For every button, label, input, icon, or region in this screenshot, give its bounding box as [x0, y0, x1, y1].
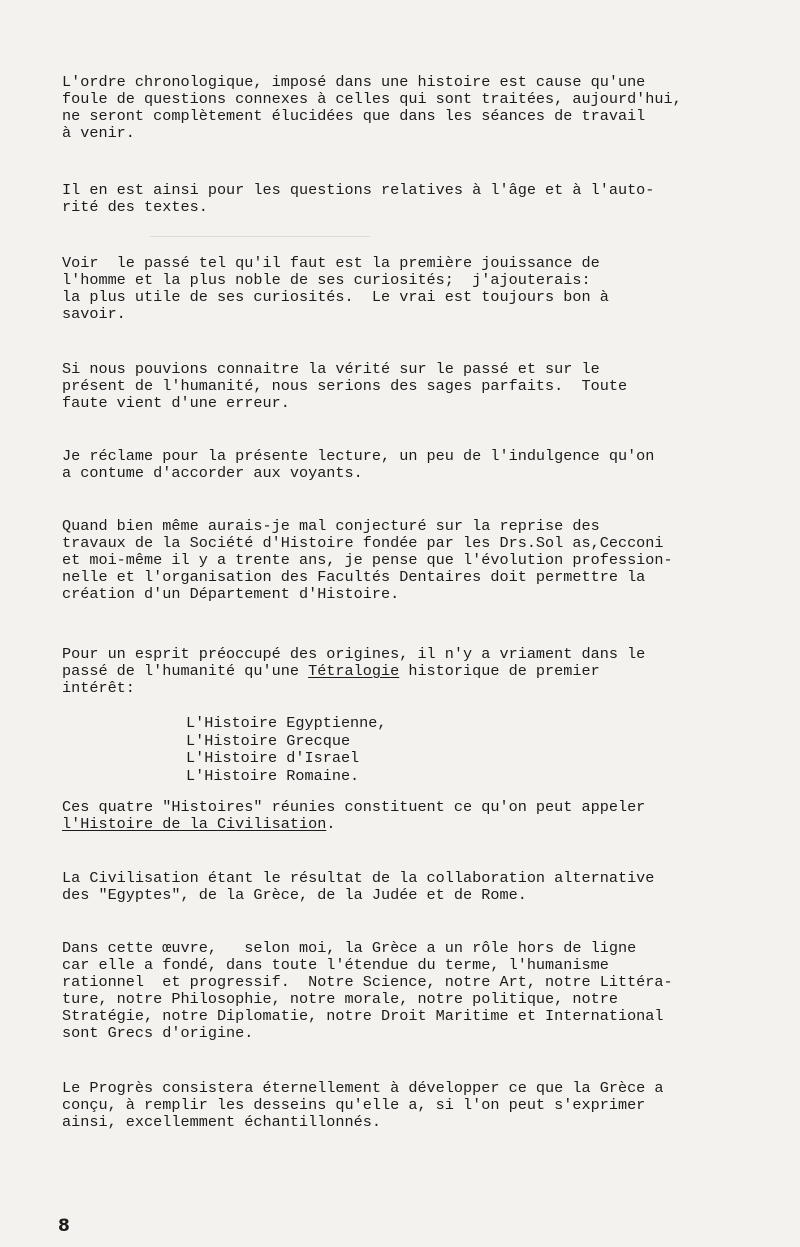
faint-rule-decoration [150, 236, 370, 237]
paragraph-civilisation-result: La Civilisation étant le résultat de la collaboration alternative des "Egyptes", de la Grèce, de la Judée et de Rome. [62, 869, 655, 904]
list-item: L'Histoire Egyptienne, [186, 714, 387, 732]
paragraph-texts-age: Il en est ainsi pour les questions relatives à l'âge et à l'auto- rité des textes. [62, 181, 655, 216]
list-item: L'Histoire d'Israel [186, 749, 360, 767]
paragraph-civilisation-history [62, 799, 762, 833]
paragraph-tetralogy [62, 646, 762, 697]
list-item: L'Histoire Grecque [186, 731, 351, 750]
page-number: 8 [58, 1216, 70, 1236]
paragraph-indulgence: Je réclame pour la présente lecture, un peu de l'indulgence qu'on a contume d'accorder aux voyants. [62, 447, 655, 482]
tetralogy-line-2-end: historique de premier [399, 662, 600, 680]
histories-list [186, 715, 387, 785]
civilisation-line-1: Ces quatre "Histoires" réunies constituent ce qu'on peut appeler [62, 798, 646, 816]
paragraph-truth: Si nous pouvions connaitre la vérité sur le passé et sur le présent de l'humanité, nous serions des sages parfaits. Toute faute vient d'une erreur. [62, 360, 628, 412]
tetralogy-line-3: intérêt: [62, 679, 135, 697]
paragraph-history-society: Quand bien même aurais-je mal conjecturé sur la reprise des travaux de la Société d'Histoire fondée par les Drs.Sol as,Cecconi et moi-même il y a trente ans, je pense que l'évolution profession- nelle et l'organisation des Facultés Dentaires doit permettre la création d'un Département d'Histoire. [62, 517, 673, 603]
paragraph-chronological-order: L'ordre chronologique, imposé dans une histoire est cause qu'une foule de questions connexes à celles qui sont traitées, aujourd'hui, ne seront complètement élucidées que dans les séances de travail à venir. [62, 73, 682, 142]
list-item: L'Histoire Romaine. [186, 766, 360, 785]
tetralogy-line-1: Pour un esprit préoccupé des origines, il n'y a vriament dans le [62, 645, 646, 663]
tetralogy-term: Tétralogie [308, 662, 400, 680]
paragraph-progress: Le Progrès consistera éternellement à développer ce que la Grèce a conçu, à remplir les desseins qu'elle a, si l'on peut s'exprimer ainsi, excellemment échantillonnés. [62, 1079, 664, 1131]
civilisation-line-2-end: . [326, 815, 336, 833]
paragraph-see-the-past: Voir le passé tel qu'il faut est la première jouissance de l'homme et la plus noble de ses curiosités; j'ajouterais: la plus utile de ses curiosités. Le vrai est toujours bon à savoir. [62, 254, 609, 323]
civilisation-term: l'Histoire de la Civilisation [62, 815, 327, 833]
paragraph-greece-role: Dans cette œuvre, selon moi, la Grèce a un rôle hors de ligne car elle a fondé, dans toute l'étendue du terme, l'humanisme rationnel et progressif. Notre Science, notre Art, notre Littéra- ture, notre Philosophie, notre morale, notre politique, notre Stratégie, notre Diplomatie, notre Droit Maritime et International sont Grecs d'origine. [62, 939, 673, 1042]
tetralogy-line-2-start: passé de l'humanité qu'une [62, 662, 309, 680]
